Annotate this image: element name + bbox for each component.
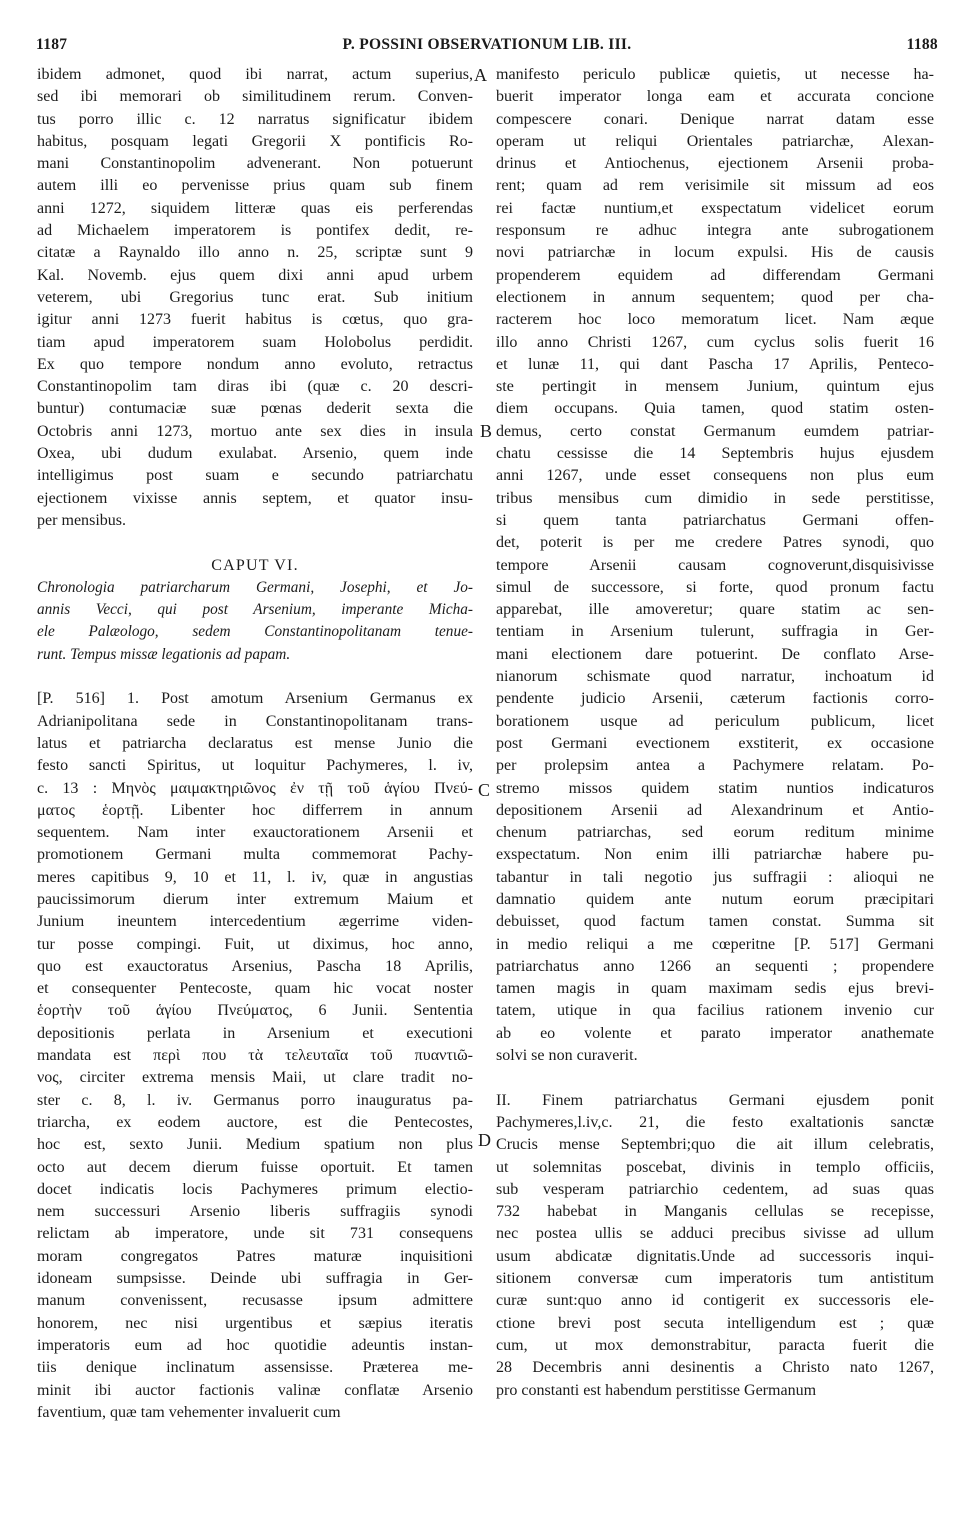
text-line xyxy=(37,532,473,554)
text-line: [P. 516] 1. Post amotum Arsenium Germanus ex xyxy=(37,690,473,708)
text-line: tiis denique inclinatum assensisse. Præterea me- xyxy=(37,1359,473,1377)
page-number-right: 1188 xyxy=(906,36,938,53)
text-line: novi patriarchæ in locum expulsi. His de causis xyxy=(496,244,934,262)
text-line: nem successuri Arsenio liberis suffragiis synodi xyxy=(37,1203,473,1221)
text-line: ster c. 8, l. iv. Germanus porro inauguratus pa- xyxy=(37,1091,473,1109)
text-line: Constantinopolim tam diras ibi (quæ c. 20 descri- xyxy=(37,378,473,396)
chapter-summary-line: Chronologia patriarcharum Germani, Josephi, et Jo- xyxy=(37,578,473,596)
text-line: ejectionem vixisse annis septem, et quator insu- xyxy=(37,489,473,507)
text-line: tamen magis in quam maximam sedis ejus brevi- xyxy=(496,980,934,998)
text-line: simul de successore, si forte, quod pronum factu xyxy=(496,578,934,596)
text-line: chenum patriarchas, sed eorum reditum minime xyxy=(496,824,934,842)
text-line: in medio reliqui a me cœperitne [P. 517] Germani xyxy=(496,935,934,953)
text-line: usum abdicatæ dignitatis.Unde ad successoris inqui- xyxy=(496,1247,934,1265)
text-line: Crucis mense Septembri;quo die ait illum celebratis, xyxy=(496,1136,934,1154)
text-line: demus, certo constat Germanum eumdem patriar- xyxy=(496,422,934,440)
column-marker-b: B xyxy=(480,421,493,441)
text-line: tiam apud imperatorem suam Holobolus perdidit. xyxy=(37,333,473,351)
text-line: tabantur in tali negotio jus suffragii : alioqui ne xyxy=(496,868,934,886)
text-line: tus porro illic c. 12 narratus significatur ibidem xyxy=(37,110,473,128)
text-line: octo aut decem dierum fuisse oportuit. Et tamen xyxy=(37,1158,473,1176)
text-line: manum convenissent, recusasse ipsum admittere xyxy=(37,1292,473,1310)
text-line: anni 1272, siquidem litteræ quas eis perferendas xyxy=(37,199,473,217)
text-line: manifesto periculo publicæ quietis, ut necesse ha- xyxy=(496,66,934,83)
text-line: ad Michaelem imperatorem is pontifex dedit, re- xyxy=(37,222,473,240)
text-line: si quem tanta patriarchatus Germani offen- xyxy=(496,511,934,529)
running-title: P. POSSINI OBSERVATIONUM LIB. III. xyxy=(342,36,632,53)
text-line: Pachymeres,l.iv,c. 21, die festo exaltationis sanctæ xyxy=(496,1113,934,1131)
text-line: stremo missos quidem statim nuntios indicaturos xyxy=(496,779,934,797)
text-line: nianorum schismate quod narratur, inchoatum id xyxy=(496,668,934,686)
text-line: imperatoris eum ad hoc quotidie adeuntis instan- xyxy=(37,1336,473,1354)
text-line: ctione brevi post secuta intelligendum est ; quæ xyxy=(496,1314,934,1332)
text-line: racterem hoc loco memoratum licet. Nam æque xyxy=(496,311,934,329)
text-line: et consequenter Pentecoste, quam hic vocat noster xyxy=(37,980,473,998)
text-line: tentiam in Arsenium tulerunt, suffragia in Ger- xyxy=(496,623,934,641)
text-line: mani Constantinopolim advenerant. Non potuerunt xyxy=(37,155,473,173)
text-line: tatem, utique in qua facilius rationem invenio cur xyxy=(496,1002,934,1020)
text-line xyxy=(37,666,473,688)
column-marker-d: D xyxy=(478,1130,491,1150)
text-line: minit ibi auctor factionis valinæ conflatæ Arsenio xyxy=(37,1381,473,1399)
text-line: apparebat, ille amoveretur; quare statim ac sen- xyxy=(496,601,934,619)
text-line: pendente judicio Arsenii, cæterum factionis corro- xyxy=(496,690,934,708)
text-line: damnatio quidem ante nutum eorum præcipitari xyxy=(496,890,934,908)
text-line: igitur anni 1273 fuerit habitus is cœtus, quo gra- xyxy=(37,311,473,329)
chapter-heading: CAPUT VI. xyxy=(211,556,299,574)
text-line: det, poterit is per me credere Patres synodi, quo xyxy=(496,534,934,552)
text-line: meres capitibus 9, 10 et 11, l. iv, quæ in angustias xyxy=(37,868,473,886)
text-line: paucissimorum dierum inter extremum Maium et xyxy=(37,890,473,908)
text-line: promotionem Germani multa commemorat Pachy- xyxy=(37,846,473,864)
text-line: electionem in annum sequentem; quod per cha- xyxy=(496,288,934,306)
text-line: 28 Decembris anni desinentis a Christo nato 1267, xyxy=(496,1359,934,1377)
column-marker-a: A xyxy=(474,65,487,85)
text-line: ut solemnitas poscebat, divinis in templo officiis, xyxy=(496,1158,934,1176)
text-line: νος, circiter extrema mensis Maii, ut clare tradit no- xyxy=(37,1069,473,1087)
text-line: depositionem Arsenii ad Alexandrinum et Antio- xyxy=(496,801,934,819)
text-line: post Germani evectionem exstiterit, ex occasione xyxy=(496,734,934,752)
text-line: ibidem admonet, quod ibi narrat, actum superius, xyxy=(37,66,473,83)
text-line: 732 habebat in Manganis cellulas se recepisse, xyxy=(496,1203,934,1221)
text-line: relictam ab imperatore, unde sit 731 consequens xyxy=(37,1225,473,1243)
text-line: pro constanti est habendum perstitisse Germanum xyxy=(496,1381,817,1399)
text-line: sitionem conversæ cum imperatoris tum antistitum xyxy=(496,1270,934,1288)
text-line: docet indicatis locis Pachymeres primum electio- xyxy=(37,1180,473,1198)
text-line: festo sancti Spiritus, ut loquitur Pachymeres, l. iv, xyxy=(37,757,473,775)
text-line: sed ibi memorari ob similitudinem rerum. Conven- xyxy=(37,88,473,106)
text-line: II. Finem patriarchatus Germani ejusdem ponit xyxy=(496,1091,934,1109)
text-line: ματος ἑορτῇ. Libenter hoc differrem in annum xyxy=(37,801,473,819)
text-line: et lunæ 11, qui dant Pascha 17 Aprilis, Penteco- xyxy=(496,355,934,373)
text-line: per prolepsim antea a Pachymere relatam. Po- xyxy=(496,757,934,775)
text-line: triarcha, ex eodem auctore, est die Pentecostes, xyxy=(37,1113,473,1131)
text-line: mani electionem dare potuerint. De conflato Arse- xyxy=(496,645,934,663)
text-line: sequentem. Nam inter exauctorationem Arsenii et xyxy=(37,824,473,842)
text-line: veterem, ubi Gregorius tunc erat. Sub initium xyxy=(37,288,473,306)
text-line: Kal. Novemb. ejus quem dixi anni apud urbem xyxy=(37,266,473,284)
text-line: depositionis perlata in Arsenium et executioni xyxy=(37,1024,473,1042)
text-line: operam ut reliqui Orientales patriarchæ, Alexan- xyxy=(496,132,934,150)
column-marker-c: C xyxy=(478,780,491,800)
text-line: habitus, posquam legati Gregorii X pontificis Ro- xyxy=(37,132,473,150)
text-line: tempore Arsenii causam cognoverunt,disquisivisse xyxy=(496,556,934,574)
left-text-column xyxy=(37,64,473,1424)
text-line: Junium ineuntem intercedentium ægerrime viden- xyxy=(37,913,473,931)
text-line xyxy=(496,1067,934,1089)
text-line: illo anno Christi 1267, cum cyclus solis fuerit 16 xyxy=(496,333,934,351)
text-line: ἑορτὴν τοῦ ἁγίου Πνεύματος, 6 Junii. Sententia xyxy=(37,1002,473,1020)
text-line: patriarchatus anno 1266 an sequenti ; propendere xyxy=(496,957,934,975)
text-line: debuisset, quod factum tamen constat. Summa sit xyxy=(496,913,934,931)
text-line: ab eo volente et parato imperator anathemate xyxy=(496,1024,934,1042)
text-line: rei factæ nuntium,et exspectatum videlicet eorum xyxy=(496,199,934,217)
page-number-left: 1187 xyxy=(36,36,68,53)
text-line: mandata est περὶ που τὰ τελευταῖα τοῦ πυαντιῶ- xyxy=(37,1047,473,1065)
text-line: diem occupans. Quia tamen, quod statim osten- xyxy=(496,400,934,418)
text-line: borationem usque ad periculum publicum, licet xyxy=(496,712,934,730)
chapter-summary-line: ele Palæologo, sedem Constantinopolitanam tenue- xyxy=(37,623,473,641)
text-line: Adrianipolitana sede in Constantinopolitanam trans- xyxy=(37,712,473,730)
text-line: per mensibus. xyxy=(37,511,127,529)
text-line: latus et patriarcha declaratus est mense Junio die xyxy=(37,734,473,752)
right-text-column xyxy=(496,64,934,1402)
text-line: idoneam sumpsisse. Deinde ubi suffragia in Ger- xyxy=(37,1270,473,1288)
text-line: honorem, nec nisi urgentibus et sæpius iteratis xyxy=(37,1314,473,1332)
text-line: quo est exauctoratus Arsenius, Pascha 18 Aprilis, xyxy=(37,957,473,975)
text-line: curæ sunt:quo anno id contigerit ex successoris ele- xyxy=(496,1292,934,1310)
text-line: responsum re adhuc integra ante subrogationem xyxy=(496,222,934,240)
running-header xyxy=(36,36,938,60)
text-line: rent; quam ad rem verisimile sit missum ad eos xyxy=(496,177,934,195)
text-line: autem illi eo pervenisse prius quam sub finem xyxy=(37,177,473,195)
text-line: tur posse compingi. Fuit, ut diximus, hoc anno, xyxy=(37,935,473,953)
text-line: tribus mensibus cum dimidio in sede perstitisse, xyxy=(496,489,934,507)
text-line: intelligimus post suam e secundo patriarchatu xyxy=(37,467,473,485)
text-line: Ex quo tempore nondum anno evoluto, retractus xyxy=(37,355,473,373)
text-line: ste pertingit in mensem Junium, quintum ejus xyxy=(496,378,934,396)
text-line: moram congregatos Patres maturæ inquisitioni xyxy=(37,1247,473,1265)
text-line: anni 1267, unde esset consequens non plus eum xyxy=(496,467,934,485)
text-line: chatu cessisse die 14 Septembris hujus ejusdem xyxy=(496,445,934,463)
text-line: citatæ a Raynaldo illo anno n. 25, scriptæ sunt 9 xyxy=(37,244,473,262)
chapter-summary-line: runt. Tempus missæ legationis ad papam. xyxy=(37,645,291,663)
text-line: propenderem equidem ad differendam Germani xyxy=(496,266,934,284)
text-line: Octobris anni 1273, mortuo ante sex dies in insula xyxy=(37,422,473,440)
text-line: drinus et Antiochenus, ejectionem Arsenii proba- xyxy=(496,155,934,173)
text-line: faventium, quæ tam vehementer invaluerit cum xyxy=(37,1403,341,1421)
text-line: nec postea ullis se adduci precibus sivisse ad ullum xyxy=(496,1225,934,1243)
chapter-summary-line: annis Vecci, qui post Arsenium, imperante Micha- xyxy=(37,601,473,619)
text-line: compescere conari. Denique narrat datam esse xyxy=(496,110,934,128)
text-line: cum, ut mox demonstrabitur, paracta fuerit die xyxy=(496,1336,934,1354)
text-line: buerit imperator longa eam et accurata concione xyxy=(496,88,934,106)
text-line: Oxea, ubi dudum exulabat. Arsenio, quem inde xyxy=(37,445,473,463)
text-line: c. 13 : Μηνὸς μαιμακτηριῶνος ἐν τῇ τοῦ ἁγίου Πνεύ- xyxy=(37,779,473,797)
text-line: exspectatum. Non enim illi patriarchæ habere pu- xyxy=(496,846,934,864)
text-line: sub vesperam patriarchio cedentem, ad suas quas xyxy=(496,1180,934,1198)
text-line: buntur) contumaciæ suæ pœnas dederit sexta die xyxy=(37,400,473,418)
text-line: hoc est, sexto Junii. Medium spatium non plus xyxy=(37,1136,473,1154)
text-line: solvi se non curaverit. xyxy=(496,1047,638,1065)
